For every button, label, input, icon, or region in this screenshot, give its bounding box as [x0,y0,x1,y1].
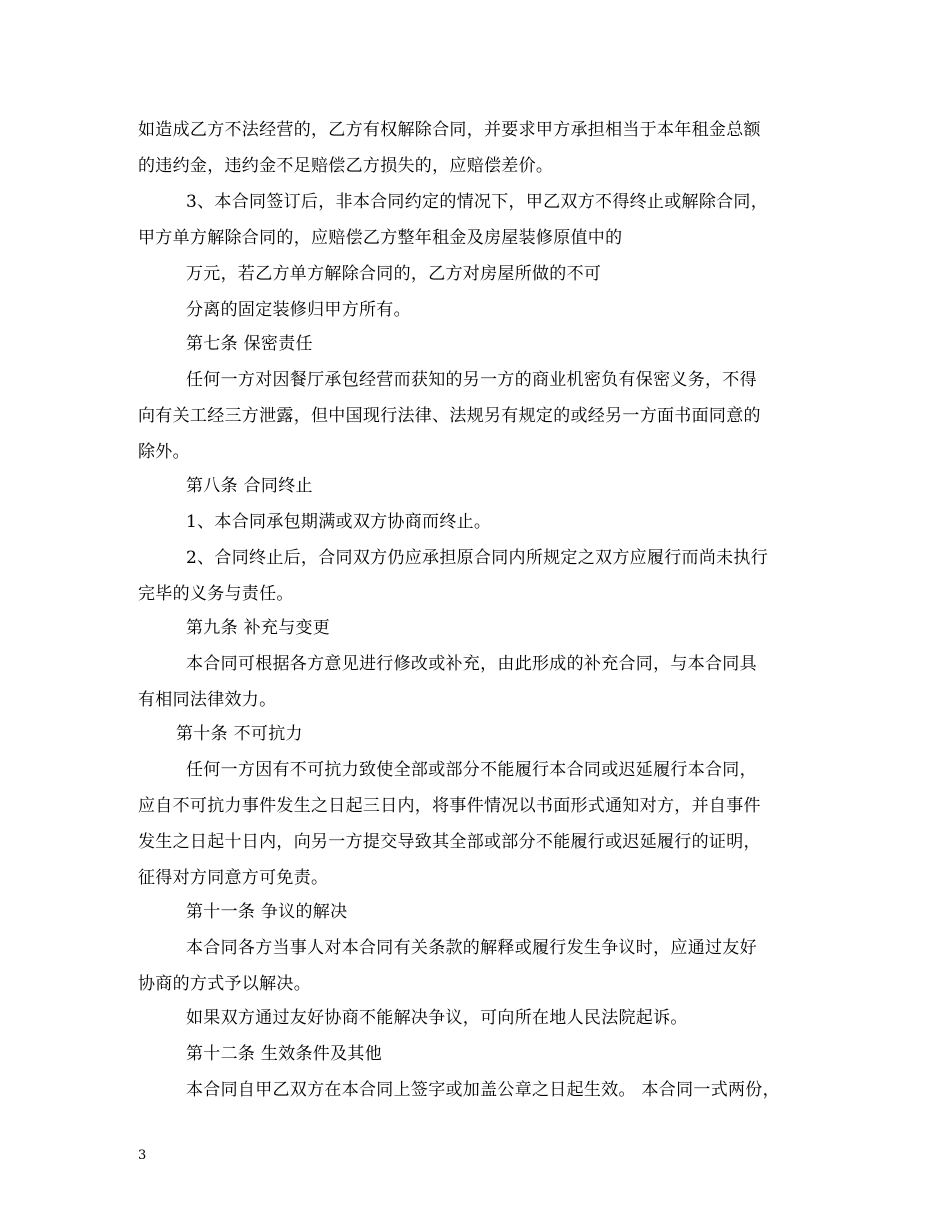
body-line: 本合同自甲乙双方在本合同上签字或加盖公章之日起生效。 本合同一式两份， [186,1080,780,1100]
body-line: 本合同可根据各方意见进行修改或补充，由此形成的补充合同，与本合同具 [186,654,757,674]
body-line: 1、本合同承包期满或双方协商而终止。 [186,512,492,532]
body-line: 有相同法律效力。 [138,690,277,710]
page-number: 3 [138,1148,147,1163]
body-line: 本合同各方当事人对本合同有关条款的解释或履行发生争议时，应通过友好 [186,938,757,958]
body-line: 除外。 [138,442,190,462]
body-line: 3、本合同签订后，非本合同约定的情况下，甲乙双方不得终止或解除合同， [186,192,769,212]
body-line: 应自不可抗力事件发生之日起三日内，将事件情况以书面形式通知对方，并自事件 [138,796,761,816]
body-line: 2、合同终止后，合同双方仍应承担原合同内所规定之双方应履行而尚未执行 [186,548,769,568]
section-heading: 第八条 合同终止 [186,476,313,496]
section-heading: 第十一条 争议的解决 [186,902,348,922]
body-line: 任何一方因有不可抗力致使全部或部分不能履行本合同或迟延履行本合同， [186,760,757,780]
section-heading: 第七条 保密责任 [186,334,313,354]
body-line: 万元，若乙方单方解除合同的，乙方对房屋所做的不可 [186,264,602,284]
body-line: 分离的固定装修归甲方所有。 [186,300,411,320]
body-line: 如果双方通过友好协商不能解决争议，可向所在地人民法院起诉。 [186,1008,688,1028]
body-line: 任何一方对因餐厅承包经营而获知的另一方的商业机密负有保密义务，不得 [186,370,757,390]
body-line: 征得对方同意方可免责。 [138,868,329,888]
section-heading: 第十二条 生效条件及其他 [186,1044,383,1064]
body-line: 发生之日起十日内，向另一方提交导致其全部或部分不能履行或迟延履行的证明， [138,832,761,852]
body-line: 向有关工经三方泄露，但中国现行法律、法规另有规定的或经另一方面书面同意的 [138,406,761,426]
body-line: 甲方单方解除合同的，应赔偿乙方整年租金及房屋装修原值中的 [138,228,623,248]
body-line: 完毕的义务与责任。 [138,584,294,604]
section-heading: 第十条 不可抗力 [176,724,303,744]
body-line: 的违约金，违约金不足赔偿乙方损失的，应赔偿差价。 [138,156,554,176]
section-heading: 第九条 补充与变更 [186,618,331,638]
body-line: 如造成乙方不法经营的，乙方有权解除合同，并要求甲方承担相当于本年租金总额 [138,120,761,140]
body-line: 协商的方式予以解决。 [138,974,311,994]
